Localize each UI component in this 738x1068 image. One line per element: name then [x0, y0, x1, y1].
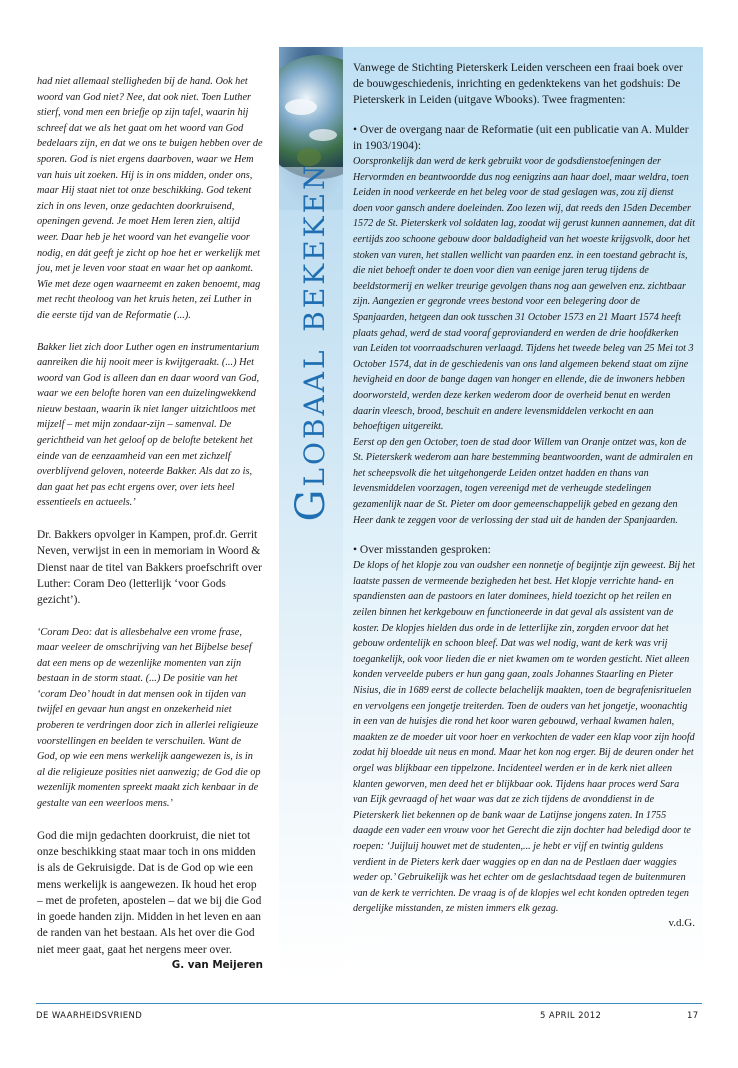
left-column	[37, 74, 263, 974]
author-initials: v.d.G.	[668, 916, 695, 929]
left-paragraph-4: ‘Coram Deo: dat is allesbehalve een vrome frase, maar veeleer de omschrijving van het Bijbelse besef dat een mens op de wezenlijke momenten van zijn bestaan in de storm staat. (...) De positie van het ‘coram Deo’ houdt in dat mensen ook in tijden van twijfel en gevaar hun angst en onzekerheid niet proberen te verdringen door zich in allerlei religieuze voorstellingen en beelden te verschuilen. Want de God, op wie een mens werkelijk aangewezen is, is in al die religieuze posities niet aanwezig; de God die op wezenlijk momenten spreekt maakt zich kenbaar in de gestalte van een weerloos mens.’	[37, 626, 261, 810]
left-paragraph-2: Bakker liet zich door Luther ogen en instrumentarium aanreiken die hij nooit meer is kwijtgeraakt. (...) Het woord van God is alleen dan en daar woord van God, waar we een belofte horen van een duizelingwekkend nieuw bestaan, waarin ik niet langer uitzichtloos met mijzelf – met mijn zondaar-zijn – samenval. De gerichtheid van het geloof op de belofte betekent het einde van de eenzaamheid van een met zichzelf overblijvend geloven, noteerde Bakker. Als dat zo is, dan gaat het pas echt ergens over, over iets heel essentieels en actueels.’	[37, 341, 260, 509]
footer-page-number: 17	[687, 1011, 699, 1021]
author-signature: G. van Meijeren	[171, 959, 263, 972]
left-paragraph-1: had niet allemaal stelligheden bij de hand. Ook het woord van God niet? Nee, dat ook niet. Toen Luther stierf, vond men een briefje op zijn tafel, waarin hij schreef dat we als het gaat om het woord van God bedelaars zijn, en dat we ons te buigen hebben over de sporen. God is niet ergens daarboven, waar we Hem van huis uit zoeken. Hij is in ons midden, onder ons, maar Hij staat niet tot onze beschikking. God tekent zich in ons leven, onze gedachten doorkruisend, openingen gevend. Je moet Hem leren zien, altijd weer. Daar heb je het woord van het evangelie voor nodig, en dát geeft je zicht op hoe het er werkelijk met jou, met je leven voor staat en waar het op aankomt. Wie met deze ogen waarneemt en zaken benoemt, mag met recht theoloog van het kruis heten, zei Luther in die eerste tijd van de Reformatie (...).	[37, 76, 263, 321]
footer-rule	[36, 1003, 702, 1004]
item-1-heading: • Over de overgang naar de Reformatie (uit een publicatie van A. Mulder in 1903/1904):	[353, 124, 689, 152]
item-1-quote: Oorspronkelijk dan werd de kerk gebruikt voor de godsdienstoefeningen der Hervormden en beantwoordde dus nog eenigzins aan haar doel, maar weldra, toen Leiden in nood verkeerde en het beleg voor de stad geslagen was, zou zij dienst doen voor gansch andere doeleinden. Zoo lezen wij, dat reeds den 15den December 1572 de St. Pieterskerk vol soldaten lag, zoodat wij gerust kunnen aannemen, dat dit eertijds zoo schoone gebouw door baldadigheid van het woeste krijgsvolk, door het stoken van vuren, het stallen wellicht van paarden enz. in een toestand gebracht is, die niet behoeft onder te doen voor dien van eenige jaren terug tijdens de beeldstormerij en welker treurige gevolgen thans nog aan gewelven enz. zichtbaar zijn. Aangezien er gegronde vrees bestond voor een belegering door de Spanjaarden, hetgeen dan ook tusschen 31 October 1573 en 21 Maart 1574 heeft plaats gehad, werd de stad vooraf geprovianderd en werden de drie hoofdkerken van Leiden tot voorraadschuren verlaagd. Tijdens het tweede beleg van 25 Mei tot 3 October 1574, dat in de geschiedenis van ons land algemeen bekend staat om zijne hevigheid en door de bange dagen van honger en ellende, die de inwoners hebben doorworsteld, werden deze kerken wederom door de overheid benut en werden daarin vleesch, brood, beschuit en andere levensmiddelen verkocht en aan behoeftigen uitgereikt.	[353, 156, 696, 433]
section-title-vertical: Globaal bekeken	[288, 162, 334, 522]
item-2-heading: • Over misstanden gesproken:	[353, 544, 491, 557]
footer-date: 5 APRIL 2012	[540, 1011, 602, 1021]
item-1-quote-continued: Eerst op den gen October, toen de stad door Willem van Oranje ontzet was, kon de St. Pieterskerk wederom aan hare bestemming beantwoorden, want de admiralen en het scheepsvolk die het uitgehongerde Leiden ontzet hadden en thans van levensmiddelen voorzagen, togen vereenigd met de verheugde stedelingen gezamenlijk naar de St. Pieter om door gemeenschappelijk gebed en gezang den Heer dank te zeggen voor de verlossing der stad uit de handen der Spanjaarden.	[353, 436, 693, 526]
left-paragraph-5: God die mijn gedachten doorkruist, die niet tot onze beschikking staat maar toch in ons midden is als de Gekruisigde. Dat is de God op wie een mens werkelijk is aangewezen. Ik houd het erop – met de profeten, apostelen – dat we bij die God in goede handen zijn. Midden in het leven en aan de randen van het bestaan. Als het over die God niet meer gaat, gaat het nergens meer over.	[37, 829, 262, 956]
intro-paragraph: Vanwege de Stichting Pieterskerk Leiden verscheen een fraai boek over de bouwgeschiedenis, inrichting en gedenktekens van het godshuis: De Pieterskerk in Leiden (uitgave Wbooks). Twee fragmenten:	[353, 62, 683, 106]
item-2-quote: De klops of het klopje zou van oudsher een nonnetje of begijntje zijn geweest. Bij het laatste passen de vermeende bezigheden het best. Het klopje verrichte hand- en spandiensten aan de pastoors en later dominees, hield toezicht op het reilen en zeilen binnen het kerkgebouw en functioneerde in dat geval als assistent van de koster. De klopjes hielden dus orde in de letterlijke zin, zorgden ervoor dat het gebouw ordentelijk en schoon bleef. Dat was wel nodig, want de kerk was vrij toegankelijk, ook voor lieden die er niet kwamen om te worden gesticht. Niet alleen konden verveelde pubers er hun gang gaan, zoals Johannes Staarling en Pieter Nisius, die in 1689 eerst de collecte belachelijk maakten, toen de begrafenisrituelen en vervolgens een jongetje treiterden. Toen de ouders van het jongetje, woonachtig in een van de huisjes die rond het koor waren gebouwd, verhaal kwamen halen, maakten ze de moeder uit voor hoer en verkochten de vader een klap voor zijn hoofd zodat hij bloedde uit neus en mond. Maar het kon nog erger. Bij de deuren onder het orgel was blijkbaar een tippelzone. Incidenteel werden er in de kerk niet alleen klanten geworven, men deed het er blijkbaar ook. Tijdens haar proces werd Sara van Eijk gevraagd of het waar was dat ze zich tijdens de avonddienst in de Pieterskerk liet bekennen op de bank waar de Latijnse jongens zaten. In 1755 daagde een vader een vrouw voor het Gerecht die zijn dochter had beledigd door te roepen: ‘Juijluij houwet met de studenten,... je hebt er vijf en twintig guldens verdient in de Pieters kerk daer waggies op en dan na de Pestlaen daer waggies weder op.’ Gebruikelijk was het echter om de geslachtsdaad tegen de buitenmuren van de kerk te verrichten. De vraag is of de klopjes wel echt konden optreden tegen dergelijke misstanden, ze misten immers elk gezag.	[353, 560, 695, 915]
right-column	[353, 60, 695, 929]
left-paragraph-3: Dr. Bakkers opvolger in Kampen, prof.dr. Gerrit Neven, verwijst in een in memoriam in Woord & Dienst naar de titel van Bakkers proefschrift over Luther: Coram Deo (letterlijk ‘voor Gods gezicht’).	[37, 529, 262, 607]
footer-publication: DE WAARHEIDSVRIEND	[36, 1011, 143, 1021]
